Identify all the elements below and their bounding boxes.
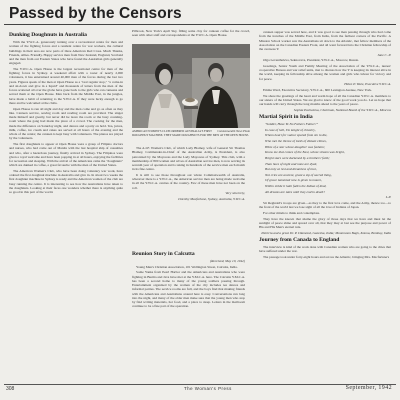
right-column [259, 30, 391, 380]
section-heading: Martial Spirit in India [259, 113, 313, 120]
poem-line: Bright stars were darkened by a brothers' faith; [265, 155, 330, 160]
signature: Jane C. P. [377, 52, 391, 57]
poem-line: Than hues of night and none are dyed, [265, 161, 318, 166]
section-heading: Reunion Story in Calcutta [132, 251, 195, 257]
paragraph: Some Yanks from Pearl Harbor and the Americans and Australians who were fighting in Burma and Java have met at the Y.M.C.A. here. The Calcutta Y.M.C.A. has been a second home to many of the young soldiers passing through. Entertainment organized by the women of the city includes tea dances and informal parties. The service rooms are full, and the boys find that making friends with the Americans and Australians around here is easy. Conversations run long into the night, and many of the older men make sure that the young men who stop by find writing materials, hot food, and a place to sleep. Letters in the mailroom continue to be a fine part of the operation. [132, 270, 245, 309]
poem-line: But only at rest and dreamless of love, [265, 167, 317, 172]
paragraph: With the Y.W.C.A. generously turning over a recreational centre for men and women of the fighting forces and a resident centre for war workers, the cultural buildings in their area are now parts of three American Red Cross. Much Thanks, Friends, Allies. Friendly. Happy service men from New Zealand, England, Scotland and the men from our Eastern States who have found the Australian girls generally engaged. [9, 40, 123, 66]
photo-intro-text: Pilbrook, New York's April Sky, filling some clay for canteen coffee for the crowd, seen with other staff and correspondents at the Y.W.C.A. Open House. [132, 29, 250, 38]
paragraph: Emma Ward, Executive Secretary, Y.W.C.A., 600 Lexington Avenue, New York. [263, 87, 372, 92]
left-column [9, 30, 123, 380]
paragraph: The first doughnuts to appear at Open House were a group of Filipino doctors and nurses, who had come out of Manila with the last hospital ship of casualties and who, after a hazardous journey, finally arrived in Sydney. The Filipinos were given a royal welcome and have been popping in at all hours, enjoying the facilities for recreation and sleeping. With the arrival of the Americans came the "doughnuts" which are dunked in coffee, a great favourite with the men of the United States. [9, 142, 123, 168]
poem-line: Of grace lamented now is given to mourn, [265, 178, 323, 183]
poem-line: Within stride it hath fallen the Indian of kind, [265, 184, 327, 189]
photo-caption [132, 130, 250, 142]
section-heading: Dunking Doughnuts in Australia [9, 32, 87, 38]
poem-line: All dreams are tales until they end in death? [265, 189, 326, 194]
paragraph: The Y.W.C.A. Open House is the largest recreational centre for men of the fighting forces in Sydney. A weekend affair with a roster of nearly 2,000 volunteers, it has entertained around 40,000 men of the forces during the last two years. Figures speak of the men at Open House as a "real regular stop," "a come-in and sit-down and give in a liquid" and thousands of letters from the men of the forces scattered all over the globe have gone back to the girls who ran canteens and served them at the Open House. Men back from the Middle East, in the jungles, have made a habit of returning to the Y.W.C.A. If they were lucky enough to go there and be welcomed at the clubs. [9, 66, 123, 105]
poem-line: Not cries are ancient, grant a sip of sacred thing, [265, 172, 332, 177]
page-number: 308 [6, 386, 15, 392]
footer-rule [4, 384, 396, 385]
photo-scene [132, 44, 250, 128]
signature: Helen P. Ware, Executive Y.W.C.A. [344, 82, 391, 87]
closing: Very sincerely, [225, 191, 245, 196]
paragraph: For other minds to think and contemplate. [263, 210, 320, 215]
poem-line: "Soldier, Have Ye No Fathers Father?" [265, 122, 319, 127]
poem-line: Who met the throne of lords of distant climes, [265, 139, 327, 143]
magazine-name: The Woman's Press [184, 386, 232, 391]
paragraph: It is still to see those throughout our whole Commonwealth of Australia, wherever there is a Y.W.C.A., the American service men are being made welcome in all the Y.W.C.A. centres of the country. Few of these men have not been on the roll. [132, 172, 245, 190]
paragraph: Greetings, Senior Youth and Family Meeting of the Association of the Y.W.C.A., nurses' cooperative Bureau and war relief units, met to discuss how the Y is keeping its interest alive in the world, keeping its fellowship alive among the women and girls who labour for victory and for peace. [259, 63, 391, 81]
center-article [132, 146, 245, 243]
paragraph: They have the known that shame the glory of those days that we have and must let the sunlight of peace shine and spread over all, that they may at last see the purpose and power of His and His Men's eternal rule. [259, 216, 391, 230]
paragraph: Young Men's Christian Association, 101 Wellington Street, Calcutta, India. [136, 264, 238, 269]
signature: Dorothy Macfarlane, Sydney, Australia, Y.W.C.A. [178, 196, 245, 201]
paragraph: The A.I.F. Women's Club, of which Lady Blamey, wife of General Sir Thomas Blamey, Commander-in-Chief of the Australian Army, is President, is also patronized by the Mayoress and the Lady Mayoress of Sydney. This club, with a membership of 800 women and wives of Australian service men, is now serving its seventh year of operation and is taking in hundreds of the service men each month in its fine centre. [132, 146, 245, 172]
center-lower-column [132, 249, 245, 379]
poem-line: Hints of a star whose daughter was fashion; [265, 144, 325, 149]
title-rule [4, 24, 396, 25]
paragraph: Olga Leventhaleva, Seknoveva, President, Y.W.C.A., Moscow, Russia. [263, 58, 359, 63]
paragraph: canteen supper was served here, and it was good to see men passing through who had come from the trenches of the Middle East, from India, from the farthest corners of the Pacific. A Mission School worker saw the Australians sit down to the Atlantic, met fellow members of the Association on the Canadian Eastern Front, and all went forward into the Christian fellowship of the overseas Y. [259, 30, 391, 51]
section-heading: Journey from Canada to England [259, 236, 340, 243]
paragraph: Open House is run all night and day and the men come and go as often as they like. Canteen service, sewing room and reading room are provided. The singer made himself and greatly, but never did he leave the room or the busy counting-room where the gang had made the place of a crowd. The cooking for the men, made the difference on Saturday night, and dances and a party on hold. Tea, juices, milk, coffee, ice cream and cakes are served at all hours of the evening and the whole of the centre; the canteen is kept busy with volunteers. The pianos are played by the volunteers. [9, 106, 123, 141]
paragraph: The passage took under forty-eight hours and across the Atlantic, bringing Mrs. Macfarlane's [263, 254, 390, 259]
signature: L.P. [385, 195, 391, 200]
paragraph: The American Women's Club, who have been doing voluntary war work, have ordered the first doughnut machine in Australia and give in. In about two weeks the first doughnut machine in Sydney is ready and the American women of the club are busy running the centre. It is interesting to see how the Australians have taken to the doughnuts. Looking at their faces one wonders whether there is anything quite so good in this part of the world. [9, 168, 123, 195]
poem-line: Whom heart for valour spared from sin to die, [265, 133, 328, 138]
photograph [132, 44, 250, 128]
page-title: Passed by the Censors [9, 5, 182, 22]
signature: Sophia Pachalova, Chairman, National Board of the Y.W.C.A., Moscow [293, 107, 391, 112]
photo-credit: Commonwealth News Photo [217, 130, 250, 133]
paragraph: The interview is kind of the work done with Canadian women who are going to the cities that have suffered under the war. [259, 245, 391, 254]
issue-date: September, 1942 [345, 385, 392, 391]
caption-text: AMERICAN WOMEN'S CLUB ORDERED AUSTRALIA'S FIRST DOUGHNUT MACHINE. THEY MADE DOUGHNUTS FOR THE MEN AT THE OPEN HOUSE. [132, 130, 249, 137]
poem-line: In case of hell, I'm knight of chivalry, [265, 127, 316, 132]
paragraph: We share the greetings of the heart and warm hope of all the Canadian Y.W.C.A. members to our sisters of the United States. We are glad to know of the good work you do. Let us hope that our hands will carry through the long months ahead to the years of peace. [259, 93, 391, 107]
paragraph: Sir Reginald's troops are given—as they to the first love come, and the Army, thence too—to the front of the world lest we lose sight of all the love of Indians of Japan. [259, 201, 391, 210]
dateline: (Received, May 10, 1942) [210, 259, 245, 264]
poem-line: Know me that comes of the East, whose stream was bright, [265, 150, 345, 155]
signature: Patricia and a great Dr. P. Diamond, Ganesha, India; Moonmoon Bagh, Konna, Bombay, India [261, 230, 391, 235]
